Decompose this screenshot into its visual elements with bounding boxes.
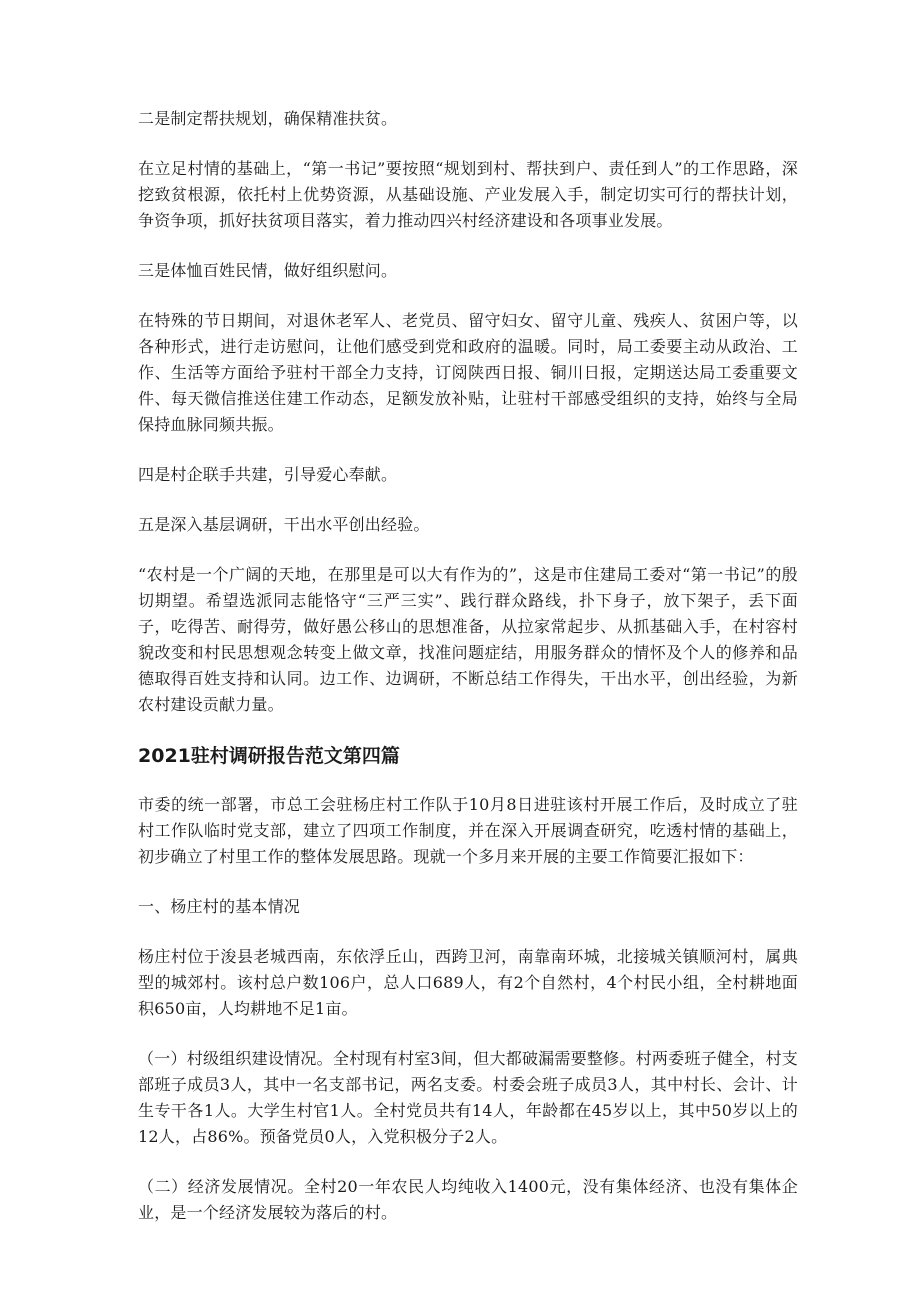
paragraph-basic-info-title: 一、杨庄村的基本情况 [138,897,301,916]
document-page [138,106,798,1226]
paragraph-intro: 市委的统一部署，市总工会驻杨庄村工作队于10月8日进驻该村开展工作后，及时成立了驻村工作队临时党支部，建立了四项工作制度，并在深入开展调查研究，吃透村情的基础上，初步确立了村里工作的整体发展思路。现就一个多月来开展的主要工作简要汇报如下： [138,795,798,866]
paragraph-organization: （一）村级组织建设情况。全村现有村室3间，但大都破漏需要整修。村两委班子健全，村支部班子成员3人，其中一名支部书记，两名支委。村委会班子成员3人，其中村长、会计、计生专干各1人。大学生村官1人。全村党员共有14人，年龄都在45岁以上，其中50岁以上的12人，占86%。预备党员0人，入党积极分子2人。 [138,1049,798,1146]
paragraph-point-three-body: 在特殊的节日期间，对退休老军人、老党员、留守妇女、留守儿童、残疾人、贫困户等，以各种形式，进行走访慰问，让他们感受到党和政府的温暖。同时，局工委要主动从政治、工作、生活等方面给予驻村干部全力支持，订阅陕西日报、铜川日报，定期送达局工委重要文件、每天微信推送住建工作动态，足额发放补贴，让驻村干部感受组织的支持，始终与全局保持血脉同频共振。 [138,311,798,434]
paragraph-basic-info-body: 杨庄村位于浚县老城西南，东依浮丘山，西跨卫河，南靠南环城，北接城关镇顺河村，属典型的城郊村。该村总户数106户，总人口689人，有2个自然村，4个村民小组，全村耕地面积650亩，人均耕地不足1亩。 [138,947,798,1018]
paragraph-point-four-title: 四是村企联手共建，引导爱心奉献。 [138,465,398,484]
paragraph-point-two-body: 在立足村情的基础上，“第一书记”要按照“规划到村、帮扶到户、责任到人”的工作思路，深挖致贫根源，依托村上优势资源，从基础设施、产业发展入手，制定切实可行的帮扶计划，争资争项，抓好扶贫项目落实，着力推动四兴村经济建设和各项事业发展。 [138,159,798,230]
paragraph-point-five-body: “农村是一个广阔的天地，在那里是可以大有作为的”，这是市住建局工委对“第一书记”的殷切期望。希望选派同志能恪守“三严三实”、践行群众路线，扑下身子，放下架子，丢下面子，吃得苦、耐得劳，做好愚公移山的思想准备，从拉家常起步、从抓基础入手，在村容村貌改变和村民思想观念转变上做文章，找准问题症结，用服务群众的情怀及个人的修养和品德取得百姓支持和认同。边工作、边调研，不断总结工作得失，干出水平，创出经验，为新农村建设贡献力量。 [138,565,798,714]
paragraph-point-two-title: 二是制定帮扶规划，确保精准扶贫。 [138,109,398,128]
section-heading: 2021驻村调研报告范文第四篇 [138,745,400,767]
paragraph-economy: （二）经济发展情况。全村20一年农民人均纯收入1400元，没有集体经济、也没有集体企业，是一个经济发展较为落后的村。 [138,1177,798,1222]
paragraph-point-three-title: 三是体恤百姓民情，做好组织慰问。 [138,261,398,280]
paragraph-point-five-title: 五是深入基层调研，干出水平创出经验。 [138,515,430,534]
